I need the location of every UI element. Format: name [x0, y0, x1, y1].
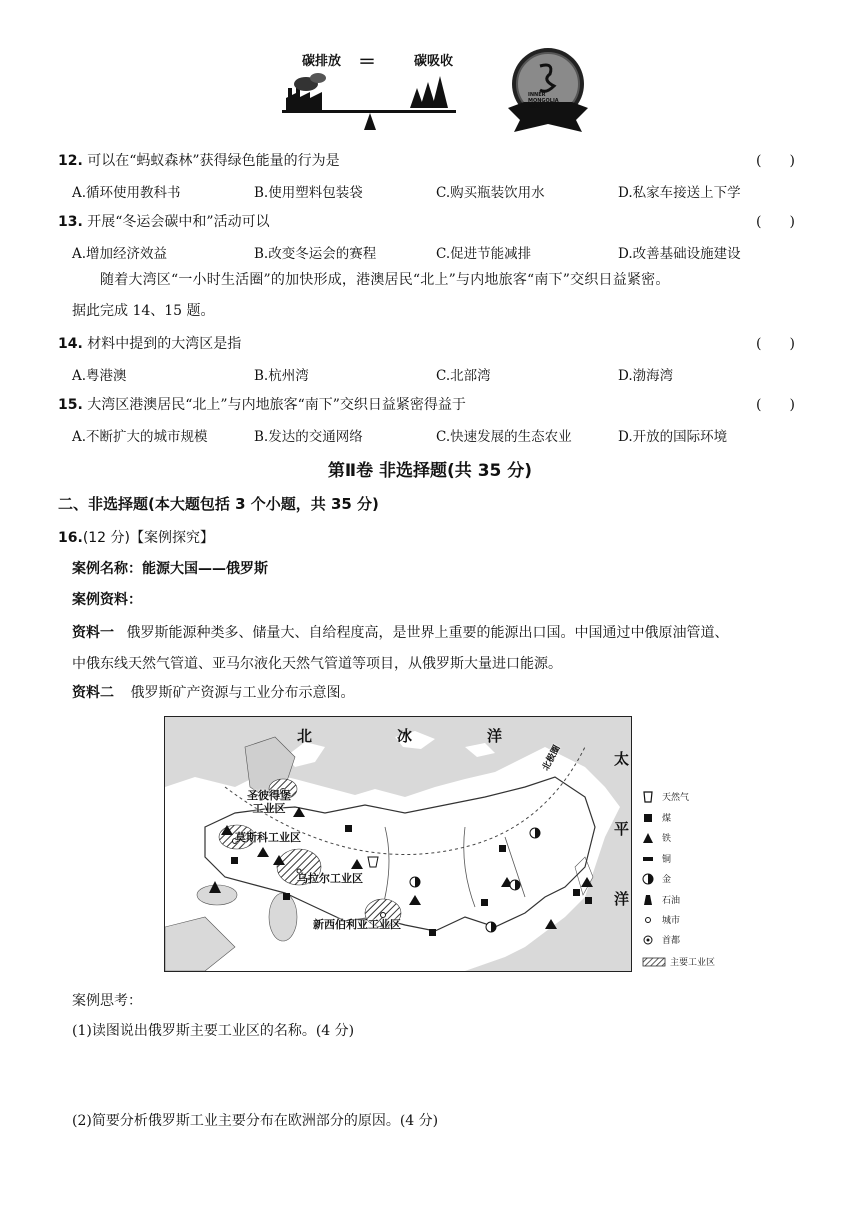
copper-icon [642, 853, 654, 865]
medal-icon [506, 46, 590, 134]
legend-oil [642, 893, 680, 906]
industrial-region-ural: 乌拉尔工业区 [297, 872, 363, 885]
material-2-text: 俄罗斯矿产资源与工业分布示意图。 [130, 685, 355, 701]
option-a: A.循环使用教科书 [72, 185, 181, 201]
answer-bracket: ( ) [756, 397, 795, 413]
material-2-label: 资料二 [72, 685, 114, 701]
russia-resource-map [164, 716, 632, 972]
natural-gas-icon [642, 791, 654, 803]
industrial-zone-icon [642, 956, 666, 968]
emission-label: 碳排放 [302, 54, 342, 69]
industrial-region-moscow: 莫斯科工业区 [235, 831, 301, 844]
material-1-line-2: 中俄东线天然气管道、亚马尔液化天然气管道等项目，从俄罗斯大量进口能源。 [72, 656, 562, 672]
carbon-balance-figure [280, 48, 460, 136]
arctic-circle-label: 北极圈 [541, 743, 563, 773]
option-a: A.粤港澳 [72, 368, 127, 384]
legend-label: 主要工业区 [670, 958, 716, 968]
arctic-ocean-label: 冰 [397, 727, 413, 745]
material-1 [72, 618, 728, 680]
legend-iron [642, 831, 671, 844]
material-1-label: 资料一 [72, 625, 114, 641]
option-c: C.促进节能减排 [436, 246, 532, 262]
answer-bracket: ( ) [756, 214, 795, 230]
option-c: C.快速发展的生态农业 [436, 429, 572, 445]
capital-icon [642, 934, 654, 946]
option-a: A.增加经济效益 [72, 246, 168, 262]
legend-label: 天然气 [662, 793, 690, 803]
question-16-head: (12 分)【案例探究】 [82, 530, 215, 546]
legend-natural-gas [642, 790, 689, 803]
legend-label: 石油 [662, 896, 681, 906]
legend-industrial-zone [642, 955, 715, 968]
absorption-label: 碳吸收 [414, 54, 454, 69]
answer-bracket: ( ) [756, 153, 795, 169]
option-b: B.改变冬运会的赛程 [254, 246, 377, 262]
question-text: 开展“冬运会碳中和”活动可以 [87, 214, 270, 230]
legend-copper [642, 852, 671, 865]
legend-label: 首都 [662, 936, 681, 946]
legend-city [642, 913, 680, 926]
iron-icon [642, 832, 654, 844]
option-c: C.购买瓶装饮用水 [436, 185, 545, 201]
passage-line-2: 据此完成 14、15 题。 [72, 303, 215, 319]
industrial-region-spb [247, 789, 291, 815]
option-d: D.改善基础设施建设 [618, 246, 741, 262]
part2-title: 第Ⅱ卷 非选择题(共 35 分) [327, 461, 533, 481]
question-number: 13. [58, 214, 83, 230]
legend-coal [642, 811, 671, 824]
question-16-heading [58, 527, 214, 547]
case-thinking: 案例思考： [72, 993, 142, 1009]
case-name: 案例名称：能源大国——俄罗斯 [72, 561, 268, 577]
section-heading: 二、非选择题(本大题包括 3 个小题，共 35 分) [58, 495, 379, 513]
legend-label: 城市 [662, 916, 681, 926]
medal-text: INNER MONGOLIA 2024 [528, 92, 559, 110]
option-a: A.不断扩大的城市规模 [72, 429, 208, 445]
question-number: 15. [58, 397, 83, 413]
material-2 [72, 682, 354, 702]
gold-icon [642, 873, 654, 885]
option-b: B.发达的交通网络 [254, 429, 363, 445]
pacific-ocean-label: 太 [614, 750, 630, 768]
legend-label: 金 [662, 875, 672, 885]
legend-label: 煤 [662, 814, 672, 824]
arctic-ocean-label: 洋 [487, 727, 503, 745]
option-b: B.使用塑料包装袋 [254, 185, 363, 201]
option-d: D.渤海湾 [618, 368, 674, 384]
question-number: 12. [58, 153, 83, 169]
oil-icon [642, 894, 654, 906]
winter-games-medal [506, 46, 590, 134]
legend-label: 铁 [662, 834, 672, 844]
balance-scale-icon [280, 70, 460, 136]
question-text: 材料中提到的大湾区是指 [87, 336, 242, 352]
legend-label: 铜 [662, 855, 672, 865]
city-icon [642, 914, 654, 926]
arctic-ocean-label: 北 [297, 727, 313, 745]
option-b: B.杭州湾 [254, 368, 309, 384]
case-material: 案例资料： [72, 592, 142, 608]
question-text: 可以在“蚂蚁森林”获得绿色能量的行为是 [87, 153, 340, 169]
region-label-line-1: 圣彼得堡 [247, 789, 291, 802]
legend-gold [642, 872, 671, 885]
region-label-line-2: 工业区 [252, 802, 286, 815]
equals-sign: ＝ [358, 52, 376, 73]
question-number: 16. [58, 530, 83, 546]
option-d: D.私家车接送上下学 [618, 185, 741, 201]
coal-icon [642, 812, 654, 824]
answer-bracket: ( ) [756, 336, 795, 352]
material-1-line-1: 俄罗斯能源种类多、储量大、自给程度高，是世界上重要的能源出口国。中国通过中俄原油管道、 [126, 625, 729, 641]
question-text: 大湾区港澳居民“北上”与内地旅客“南下”交织日益紧密得益于 [87, 397, 466, 413]
question-number: 14. [58, 336, 83, 352]
subquestion-2: (2)简要分析俄罗斯工业主要分布在欧洲部分的原因。(4 分) [72, 1113, 439, 1129]
passage-line-1: 随着大湾区“一小时生活圈”的加快形成，港澳居民“北上”与内地旅客“南下”交织日益紧密。 [100, 272, 670, 288]
legend-capital [642, 933, 680, 946]
pacific-ocean-label: 洋 [614, 890, 630, 908]
industrial-region-novosibirsk: 新西伯利亚工业区 [313, 918, 401, 931]
option-c: C.北部湾 [436, 368, 491, 384]
option-d: D.开放的国际环境 [618, 429, 728, 445]
pacific-ocean-label: 平 [614, 820, 630, 838]
subquestion-1: (1)读图说出俄罗斯主要工业区的名称。(4 分) [72, 1023, 355, 1039]
